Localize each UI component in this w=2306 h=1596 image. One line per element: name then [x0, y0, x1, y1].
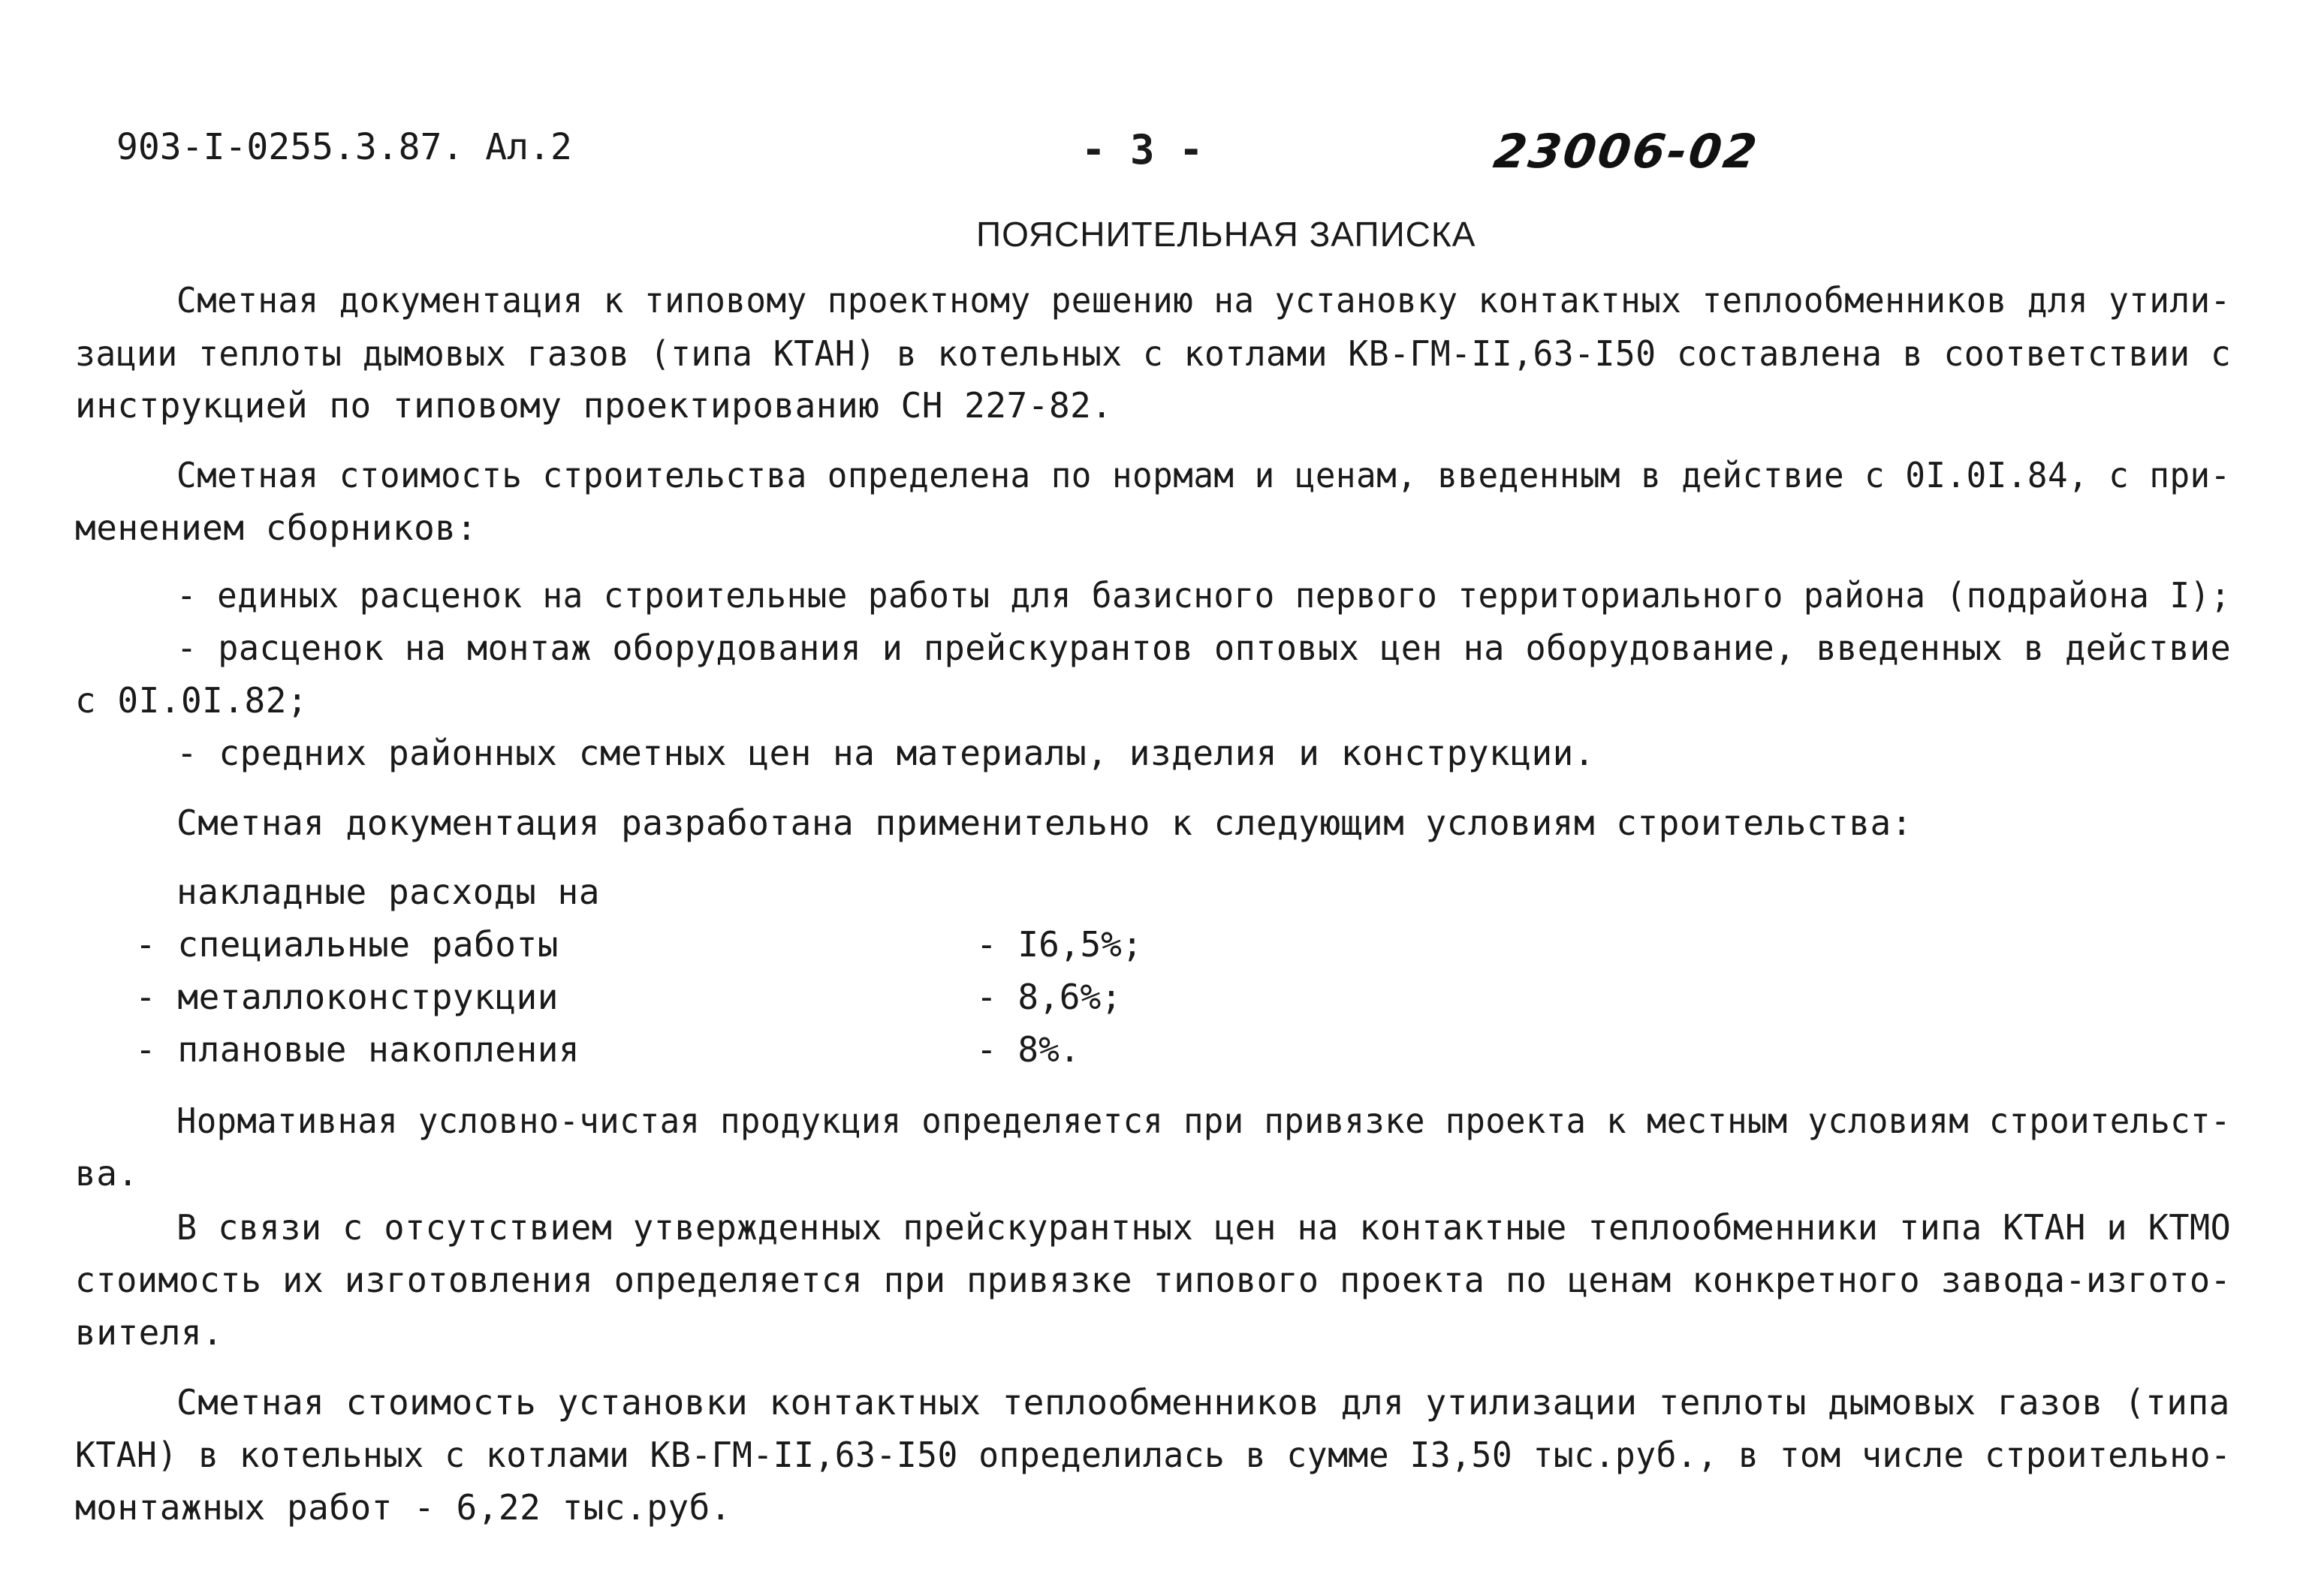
- paragraph-5-line-1: В связи с отсутствием утвержденных прейскурантных цен на контактные теплообменники типа КТАН и КТМО: [176, 1207, 2232, 1248]
- list-item-1: - единых расценок на строительные работы для базисного первого территориального района (подрайона I);: [176, 575, 2231, 616]
- document-code: 903-I-0255.3.87. Ал.2: [116, 126, 572, 168]
- paragraph-5-line-3: вителя.: [75, 1312, 224, 1353]
- page-number: - 3 -: [1081, 126, 1204, 173]
- list-item-3: - средних районных сметных цен на материалы, изделия и конструкции.: [176, 733, 1596, 773]
- paragraph-1-line-3: инструкцией по типовому проектированию СН 227-82.: [75, 385, 1113, 426]
- overhead-row-1-label: - специальные работы: [135, 924, 559, 965]
- paragraph-6-line-1: Сметная стоимость установки контактных теплообменников для утилизации теплоты дымовых газов (типа: [176, 1382, 2230, 1423]
- paragraph-2-line-2: менением сборников:: [75, 507, 478, 548]
- paragraph-2-line-1: Сметная стоимость строительства определена по нормам и ценам, введенным в действие с 0I.0I.84, с при-: [176, 455, 2231, 495]
- overhead-row-2-label: - металлоконструкции: [135, 977, 559, 1017]
- paragraph-5-line-2: стоимость их изготовления определяется при привязке типового проекта по ценам конкретного завода-изгото-: [75, 1260, 2232, 1300]
- overhead-row-3-value: - 8%.: [976, 1029, 1081, 1070]
- list-item-2-line-1: - расценок на монтаж оборудования и прейскурантов оптовых цен на оборудование, введенных в действие: [176, 628, 2232, 668]
- paragraph-1-line-2: зации теплоты дымовых газов (типа КТАН) в котельных с котлами КВ-ГМ-II,63-I50 составлена в соответствии с: [75, 333, 2232, 374]
- overhead-row-1-value: - I6,5%;: [976, 924, 1143, 965]
- page-title: ПОЯСНИТЕЛЬНАЯ ЗАПИСКА: [976, 215, 1476, 254]
- paragraph-6-line-3: монтажных работ - 6,22 тыс.руб.: [75, 1487, 732, 1528]
- overhead-row-2-value: - 8,6%;: [976, 977, 1122, 1017]
- paragraph-1-line-1: Сметная документация к типовому проектному решению на установку контактных теплообменников для утили-: [176, 280, 2231, 321]
- overhead-row-3-label: - плановые накопления: [135, 1029, 580, 1070]
- paragraph-3: Сметная документация разработана применительно к следующим условиям строительства:: [176, 803, 1913, 843]
- list-item-2-line-2: с 0I.0I.82;: [75, 680, 309, 721]
- overheads-heading: накладные расходы на: [176, 872, 600, 912]
- paragraph-4-line-1: Нормативная условно-чистая продукция определяется при привязке проекта к местным условиям строительст-: [176, 1101, 2231, 1141]
- paragraph-6-line-2: КТАН) в котельных с котлами КВ-ГМ-II,63-I50 определилась в сумме I3,50 тыс.руб., в том числе строительно-: [75, 1435, 2232, 1475]
- handwritten-number: 23006-02: [1490, 124, 1762, 179]
- paragraph-4-line-2: ва.: [75, 1153, 139, 1194]
